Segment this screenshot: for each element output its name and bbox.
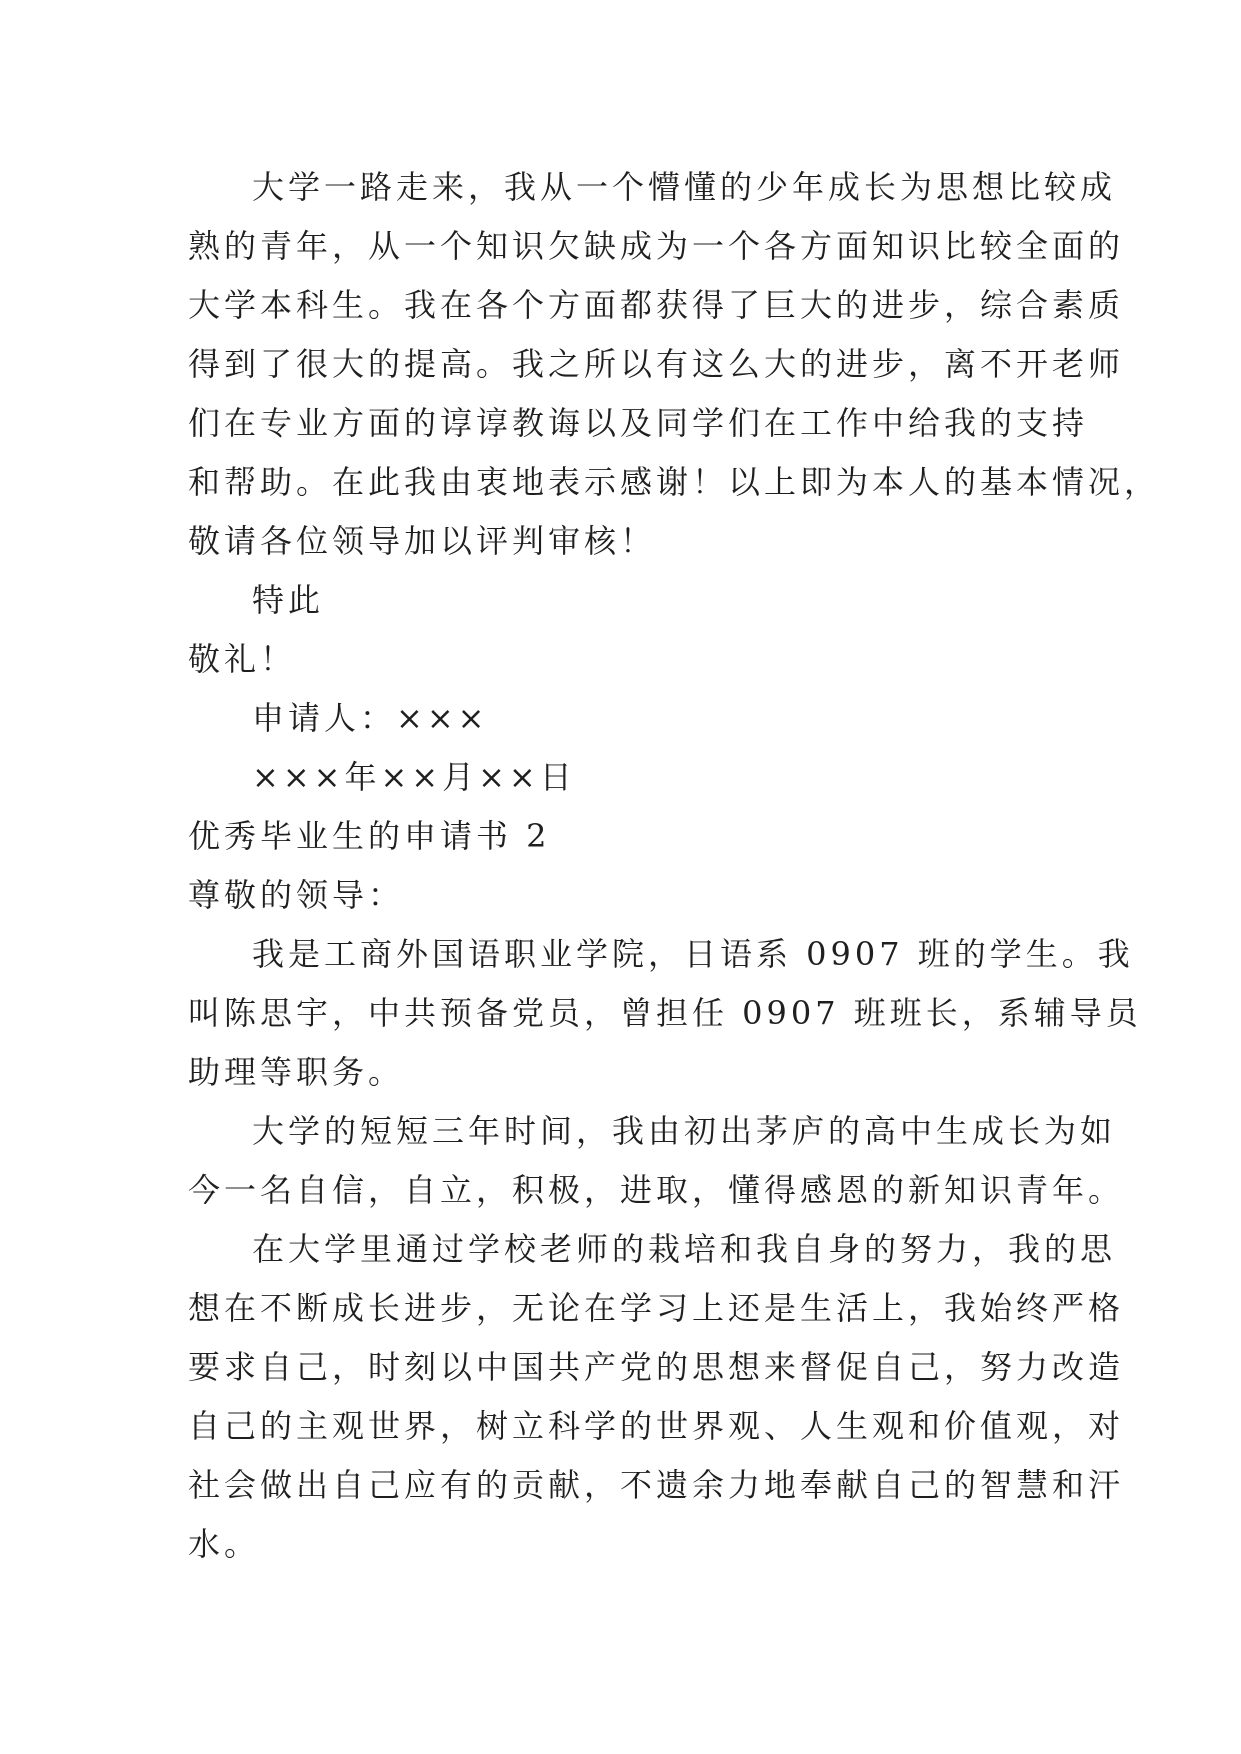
text-line: 大学的短短三年时间，我由初出茅庐的高中生成长为如 bbox=[252, 1112, 1117, 1150]
text-line: 得到了很大的提高。我之所以有这么大的进步，离不开老师 bbox=[188, 345, 1125, 383]
text-line: 社会做出自己应有的贡献，不遗余力地奉献自己的智慧和汗 bbox=[188, 1466, 1125, 1504]
text-line: 熟的青年，从一个知识欠缺成为一个各方面知识比较全面的 bbox=[188, 227, 1125, 265]
text-line: 自己的主观世界，树立科学的世界观、人生观和价值观，对 bbox=[188, 1407, 1125, 1445]
text-line: 敬请各位领导加以评判审核！ bbox=[188, 522, 657, 560]
text-line: 水。 bbox=[188, 1525, 261, 1563]
application-date: ×××年××月××日 bbox=[252, 758, 576, 796]
text-line: 大学一路走来，我从一个懵懂的少年成长为思想比较成 bbox=[252, 168, 1117, 206]
text-line: 助理等职务。 bbox=[188, 1053, 405, 1091]
text-line: 要求自己，时刻以中国共产党的思想来督促自己，努力改造 bbox=[188, 1348, 1125, 1386]
text-line: 叫陈思宇，中共预备党员，曾担任 0907 班班长，系辅导员 bbox=[188, 994, 1142, 1032]
text-line: 大学本科生。我在各个方面都获得了巨大的进步，综合素质 bbox=[188, 286, 1125, 324]
closing-tece: 特此 bbox=[252, 581, 325, 619]
text-line: 想在不断成长进步，无论在学习上还是生活上，我始终严格 bbox=[188, 1289, 1125, 1327]
text-line: 和帮助。在此我由衷地表示感谢！以上即为本人的基本情况， bbox=[188, 463, 1161, 501]
text-line: 今一名自信，自立，积极，进取，懂得感恩的新知识青年。 bbox=[188, 1171, 1125, 1209]
greeting: 尊敬的领导： bbox=[188, 876, 405, 914]
document-body bbox=[188, 158, 1161, 1574]
text-line: 在大学里通过学校老师的栽培和我自身的努力，我的思 bbox=[252, 1230, 1117, 1268]
text-line: 我是工商外国语职业学院，日语系 0907 班的学生。我 bbox=[252, 935, 1134, 973]
applicant-signature: 申请人：××× bbox=[252, 699, 489, 737]
section-title: 优秀毕业生的申请书 2 bbox=[188, 817, 551, 855]
text-line: 们在专业方面的谆谆教诲以及同学们在工作中给我的支持 bbox=[188, 404, 1089, 442]
salutation-jingli: 敬礼！ bbox=[188, 640, 297, 678]
